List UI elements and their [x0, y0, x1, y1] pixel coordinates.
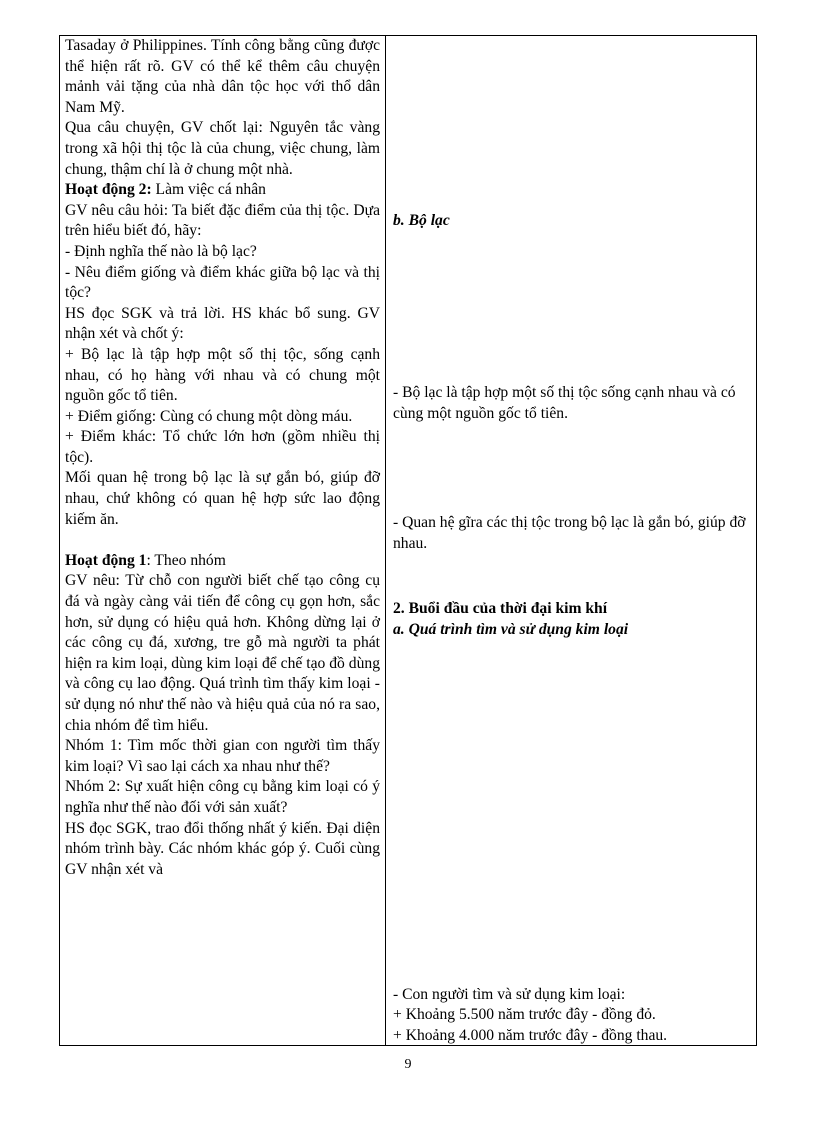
paragraph: Mối quan hệ trong bộ lạc là sự gắn bó, giúp đỡ nhau, chứ không có quan hệ hợp sức lao động kiếm ăn. [65, 469, 380, 528]
paragraph: + Bộ lạc là tập hợp một số thị tộc, sống cạnh nhau, có họ hàng với nhau và có chung một nguồn gốc tổ tiên. [65, 345, 380, 405]
metal-line-1: + Khoảng 5.500 năm trước đây - đồng đỏ. [393, 1006, 656, 1023]
section-2a-heading: a. Quá trình tìm và sử dụng kim loại [393, 621, 629, 638]
paragraph: Qua câu chuyện, GV chốt lại: Nguyên tắc vàng trong xã hội thị tộc là của chung, việc chung, làm chung, thậm chí là ở chung một nhà. [65, 119, 380, 178]
metal-line-2: + Khoảng 4.000 năm trước đây - đồng thau. [393, 1027, 668, 1044]
paragraph: HS đọc SGK và trả lời. HS khác bổ sung. GV nhận xét và chốt ý: [65, 304, 380, 343]
paragraph: Nhóm 1: Tìm mốc thời gian con người tìm thấy kim loại? Vì sao lại cách xa nhau như thế? [65, 737, 380, 775]
paragraph: HS đọc SGK, trao đổi thống nhất ý kiến. Đại diện nhóm trình bày. Các nhóm khác góp ý. Cuối cùng GV nhận xét và [65, 819, 380, 878]
page-number: 9 [404, 1057, 412, 1072]
lesson-table [59, 35, 757, 1046]
left-column [65, 36, 380, 880]
section-b-text: - Bộ lạc là tập hợp một số thị tộc sống cạnh nhau và có cùng một nguồn gốc tổ tiên. [393, 384, 736, 422]
paragraph: + Điểm khác: Tổ chức lớn hơn (gồm nhiều thị tộc). [65, 428, 380, 466]
paragraph: GV nêu: Từ chỗ con người biết chế tạo công cụ đá và ngày càng vải tiến để công cụ gọn hơn, sắc hơn, sử dụng có hiệu quả hơn. Không dừng lại ở các công cụ đá, xương, tre gỗ mà người ta phát hiện ra kim loại, dùng kim loại để chế tạo đồ dùng và công cụ lao động. Quá trình tìm thấy kim loại - sử dụng nó như thế nào và hiệu quả của nó ra sao, chia nhóm để tìm hiểu. [65, 572, 380, 734]
activity-heading: Hoạt động 2: Làm việc cá nhân [65, 181, 266, 199]
section-b-heading: b. Bộ lạc [393, 212, 450, 229]
paragraph: - Định nghĩa thế nào là bộ lạc? [65, 242, 257, 260]
paragraph: + Điểm giống: Cùng có chung một dòng máu. [65, 407, 353, 425]
paragraph: Tasaday ở Philippines. Tính công bằng cũng được thể hiện rất rõ. GV có thể kể thêm câu chuyện mảnh vải tặng của nhà dân tộc học với thổ dân Nam Mỹ. [65, 37, 380, 116]
paragraph: - Nêu điểm giống và điểm khác giữa bộ lạc và thị tộc? [65, 263, 380, 302]
column-divider [385, 36, 386, 1045]
relation-text: - Quan hệ gĩra các thị tộc trong bộ lạc là gắn bó, giúp đỡ nhau. [393, 514, 746, 552]
paragraph: Nhóm 2: Sự xuất hiện công cụ bằng kim loại có ý nghĩa như thế nào đối với sản xuất? [65, 778, 380, 816]
paragraph: GV nêu câu hỏi: Ta biết đặc điểm của thị tộc. Dựa trên hiểu biết đó, hãy: [65, 201, 380, 240]
blank-line [65, 530, 380, 551]
section-2-heading: 2. Buổi đầu của thời đại kim khí [393, 600, 608, 617]
activity-heading: Hoạt động 1: Theo nhóm [65, 551, 226, 569]
metal-intro: - Con người tìm và sử dụng kim loại: [393, 986, 626, 1003]
